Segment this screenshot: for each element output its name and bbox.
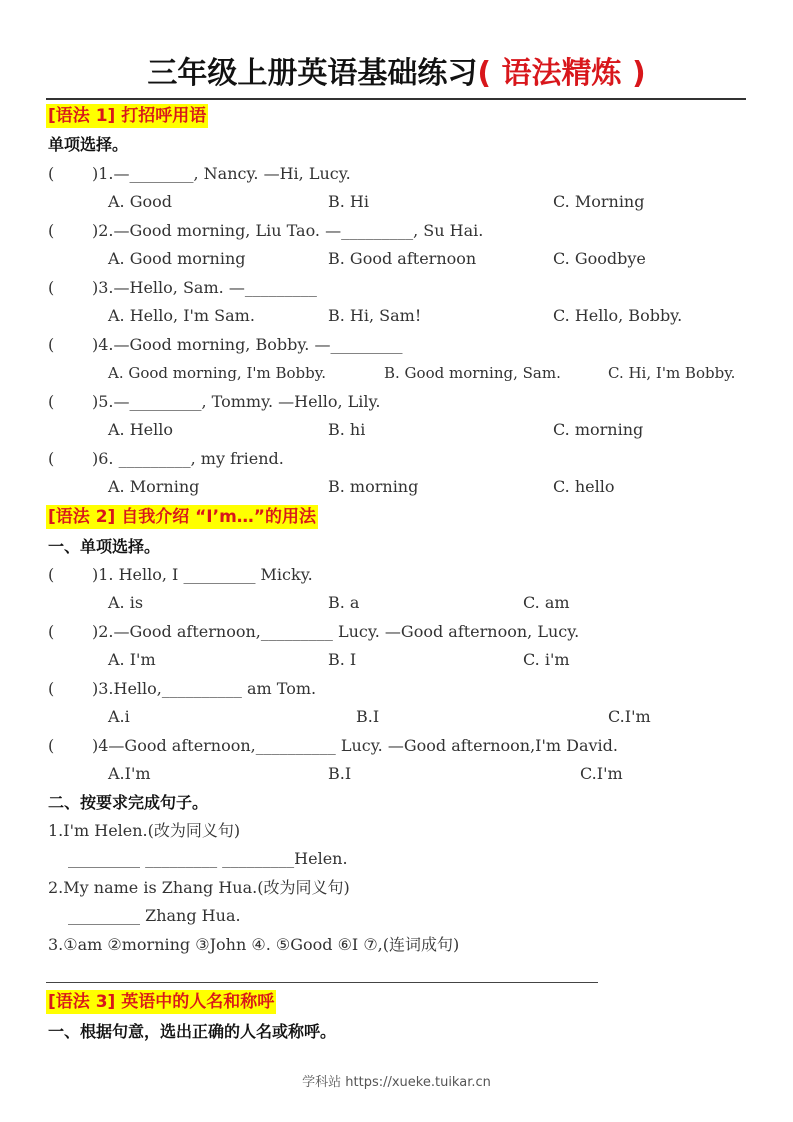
question-5: )5.—_________, Tommy. —Hello, Lily. <box>92 392 381 411</box>
page-title <box>0 48 793 92</box>
question-1: )1.—________, Nancy. —Hi, Lucy. <box>92 164 351 183</box>
option-a: A. Good morning, I'm Bobby. <box>108 364 327 382</box>
question-paren: ( <box>48 622 55 641</box>
question-6: )6. _________, my friend. <box>92 449 284 468</box>
option-c: C. Goodbye <box>553 249 646 268</box>
section-1-instruction: 单项选择。 <box>48 135 129 154</box>
question-4: )4—Good afternoon,__________ Lucy. —Good afternoon,I'm David. <box>92 736 618 755</box>
option-a: A.I'm <box>108 764 151 783</box>
option-a: A. Hello <box>108 420 174 439</box>
option-c: C.I'm <box>580 764 623 783</box>
option-b: B. morning <box>328 477 419 496</box>
question-paren: ( <box>48 221 55 240</box>
question-paren: ( <box>48 164 55 183</box>
question-2: )2.—Good morning, Liu Tao. —_________, Su Hai. <box>92 221 484 240</box>
question-paren: ( <box>48 565 55 584</box>
option-a: A. Morning <box>108 477 200 496</box>
question-paren: ( <box>48 736 55 755</box>
option-c: C.I'm <box>608 707 651 726</box>
option-a: A.i <box>108 707 130 726</box>
option-c: C. Morning <box>553 192 645 211</box>
question-2: )2.—Good afternoon,_________ Lucy. —Good afternoon, Lucy. <box>92 622 580 641</box>
option-b: B. Hi, Sam! <box>328 306 422 325</box>
option-c: C. Hi, I'm Bobby. <box>608 364 736 382</box>
question-paren: ( <box>48 335 55 354</box>
title-main: 三年级上册英语基础练习 <box>147 56 478 91</box>
option-b: B. Hi <box>328 192 369 211</box>
section-2-part-1-instruction: 一、单项选择。 <box>48 537 161 556</box>
option-b: B. Good afternoon <box>328 249 477 268</box>
option-b: B. hi <box>328 420 366 439</box>
option-b: B. Good morning, Sam. <box>384 364 561 382</box>
option-b: B.I <box>328 764 352 783</box>
option-a: A. I'm <box>108 650 156 669</box>
question-paren: ( <box>48 278 55 297</box>
title-divider <box>46 98 746 100</box>
option-c: C. hello <box>553 477 615 496</box>
option-c: C. morning <box>553 420 644 439</box>
section-3-instruction: 一、根据句意，选出正确的人名或称呼。 <box>48 1022 337 1041</box>
sentence-task-1-answer: _________ _________ _________Helen. <box>68 849 348 868</box>
question-4: )4.—Good morning, Bobby. —_________ <box>92 335 403 354</box>
sentence-task-2: 2.My name is Zhang Hua.(改为同义句) <box>48 878 350 897</box>
sentence-task-1: 1.I'm Helen.(改为同义句) <box>48 821 241 840</box>
question-3: )3.—Hello, Sam. —_________ <box>92 278 317 297</box>
answer-line <box>46 982 598 983</box>
sentence-task-3: 3.①am ②morning ③John ④. ⑤Good ⑥I ⑦,(连词成句) <box>48 935 460 954</box>
option-a: A. is <box>108 593 144 612</box>
option-b: B. a <box>328 593 360 612</box>
option-b: B. I <box>328 650 357 669</box>
option-c: C. Hello, Bobby. <box>553 306 683 325</box>
option-a: A. Good morning <box>108 249 246 268</box>
question-3: )3.Hello,__________ am Tom. <box>92 679 317 698</box>
footer-source: 学科站 https://xueke.tuikar.cn <box>302 1075 491 1090</box>
question-paren: ( <box>48 449 55 468</box>
sentence-task-2-answer: _________ Zhang Hua. <box>68 906 241 925</box>
question-1: )1. Hello, I _________ Micky. <box>92 565 313 584</box>
option-a: A. Hello, I'm Sam. <box>108 306 255 325</box>
section-2-heading: [语法 2] 自我介绍 “I’m…”的用法 <box>48 507 316 527</box>
section-1-heading: [语法 1] 打招呼用语 <box>48 106 207 126</box>
section-2-part-2-instruction: 二、按要求完成句子。 <box>48 793 209 812</box>
option-a: A. Good <box>108 192 173 211</box>
question-paren: ( <box>48 679 55 698</box>
title-paren: ( 语法精炼 ) <box>477 56 646 91</box>
section-3-heading: [语法 3] 英语中的人名和称呼 <box>48 992 275 1012</box>
option-c: C. i'm <box>523 650 570 669</box>
question-paren: ( <box>48 392 55 411</box>
option-c: C. am <box>523 593 570 612</box>
option-b: B.I <box>356 707 380 726</box>
